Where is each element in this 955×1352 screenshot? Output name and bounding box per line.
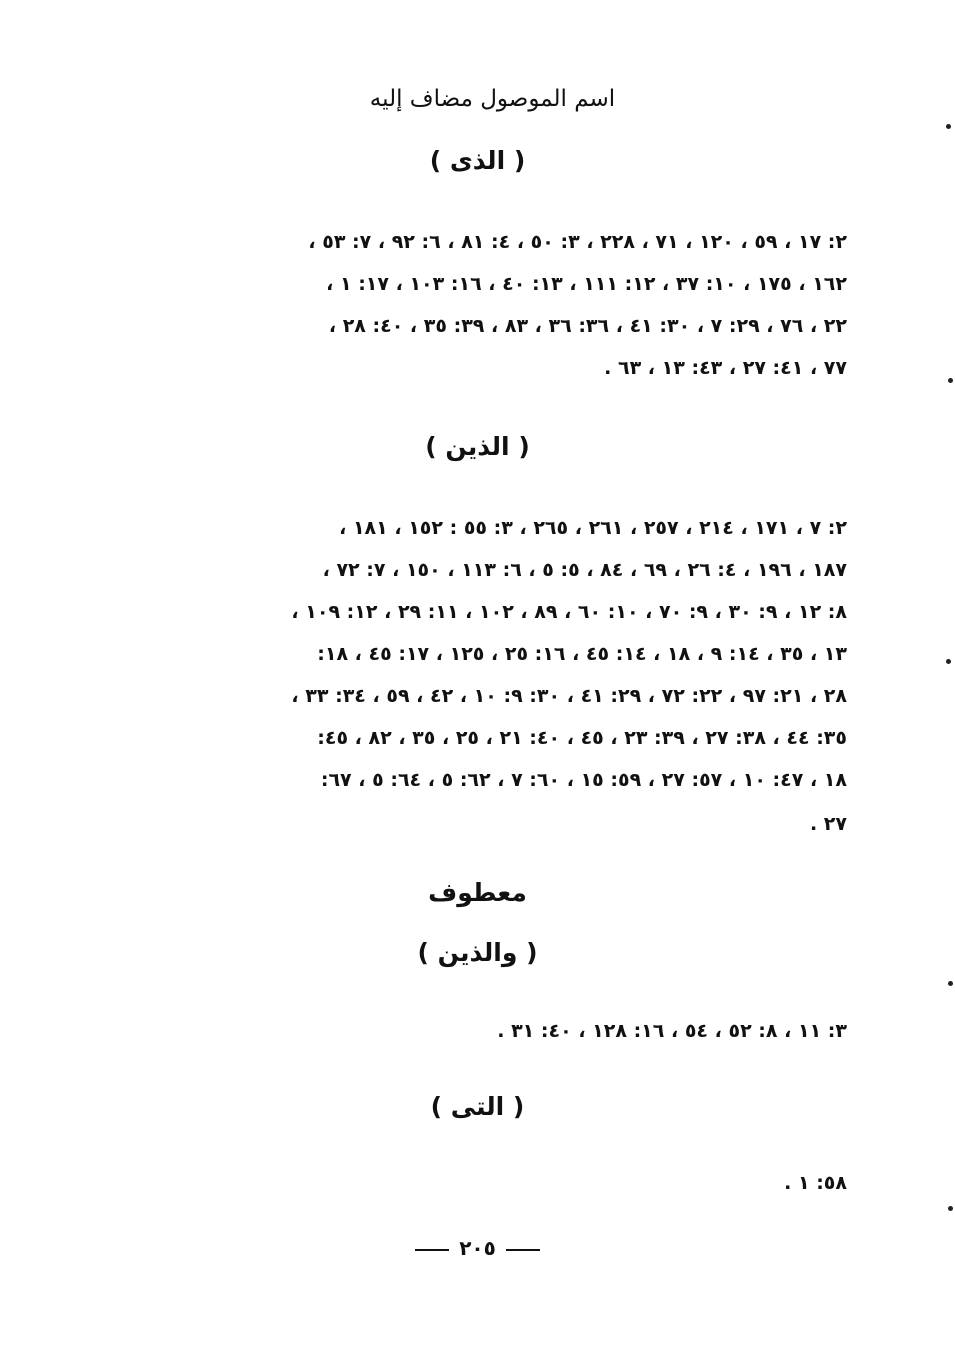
reference-line: ٢٨ ، ٢١: ٩٧ ، ٢٢: ٧٢ ، ٢٩: ٤١ ، ٣٠: ٩: ١٠ ، ٤٢ ، ٥٩ ، ٣٤: ٣٣ ، — [291, 687, 847, 706]
reference-line: ٨: ١٢ ، ٩: ٣٠ ، ٩: ٧٠ ، ١٠: ٦٠ ، ٨٩ ، ١٠٢ ، ١١: ٢٩ ، ١٢: ١٠٩ ، — [291, 603, 847, 622]
reference-line: ٧٧ ، ٤١: ٢٧ ، ٤٣: ١٣ ، ٦٣ . — [604, 359, 847, 378]
scan-speck — [948, 981, 953, 986]
scan-speck — [946, 659, 951, 664]
reference-line: ١٣ ، ٣٥ ، ١٤: ٩ ، ١٨ ، ١٤: ٤٥ ، ١٦: ٢٥ ، ١٢٥ ، ١٧: ٤٥ ، ١٨: — [317, 645, 847, 664]
reference-line: ٢٢ ، ٧٦ ، ٢٩: ٧ ، ٣٠: ٤١ ، ٣٦: ٣٦ ، ٨٣ ، ٣٩: ٣٥ ، ٤٠: ٢٨ ، — [328, 317, 847, 336]
reference-line: ١٦٢ ، ١٧٥ ، ١٠: ٣٧ ، ١٢: ١١١ ، ١٣: ٤٠ ، ١٦: ١٠٣ ، ١٧: ١ ، — [326, 275, 847, 294]
page-title: اسم الموصول مضاف إليه — [369, 86, 616, 112]
section-heading-allati: ( التى ) — [430, 1092, 525, 1121]
reference-line: ١٨ ، ٤٧: ١٠ ، ٥٧: ٢٧ ، ٥٩: ١٥ ، ٦٠: ٧ ، ٦٢: ٥ ، ٦٤: ٥ ، ٦٧: — [320, 771, 847, 790]
scan-speck — [946, 124, 951, 129]
reference-line: ٢: ١٧ ، ٥٩ ، ١٢٠ ، ٧١ ، ٢٢٨ ، ٣: ٥٠ ، ٤: ٨١ ، ٦: ٩٢ ، ٧: ٥٣ ، — [308, 233, 847, 252]
reference-line: ٥٨: ١ . — [784, 1174, 847, 1193]
section-heading-alladhi: ( الذى ) — [429, 146, 526, 175]
scan-speck — [948, 1206, 953, 1211]
section-heading-alladhina: ( الذين ) — [425, 432, 530, 461]
scan-speck — [948, 378, 953, 383]
footer-dash — [506, 1249, 540, 1251]
section-heading-walladhina: ( والذين ) — [417, 938, 538, 967]
reference-line: ٣: ١١ ، ٨: ٥٢ ، ٥٤ ، ١٦: ١٢٨ ، ٤٠: ٣١ . — [497, 1022, 847, 1041]
page-footer — [0, 1238, 955, 1258]
reference-line: ٣٥: ٤٤ ، ٣٨: ٢٧ ، ٣٩: ٢٣ ، ٤٥ ، ٤٠: ٢١ ، ٢٥ ، ٣٥ ، ٨٢ ، ٤٥: — [317, 729, 847, 748]
reference-line: ٢: ٧ ، ١٧١ ، ٢١٤ ، ٢٥٧ ، ٢٦١ ، ٢٦٥ ، ٣: ٥٥ : ١٥٢ ، ١٨١ ، — [339, 519, 847, 538]
page-number: ٢٠٥ — [459, 1236, 496, 1260]
reference-line: ٢٧ . — [809, 815, 847, 834]
reference-line: ١٨٧ ، ١٩٦ ، ٤: ٢٦ ، ٦٩ ، ٨٤ ، ٥: ٥ ، ٦: ١١٣ ، ١٥٠ ، ٧: ٧٢ ، — [322, 561, 847, 580]
footer-dash — [415, 1249, 449, 1251]
section-heading-maatuf: معطوف — [428, 878, 527, 907]
